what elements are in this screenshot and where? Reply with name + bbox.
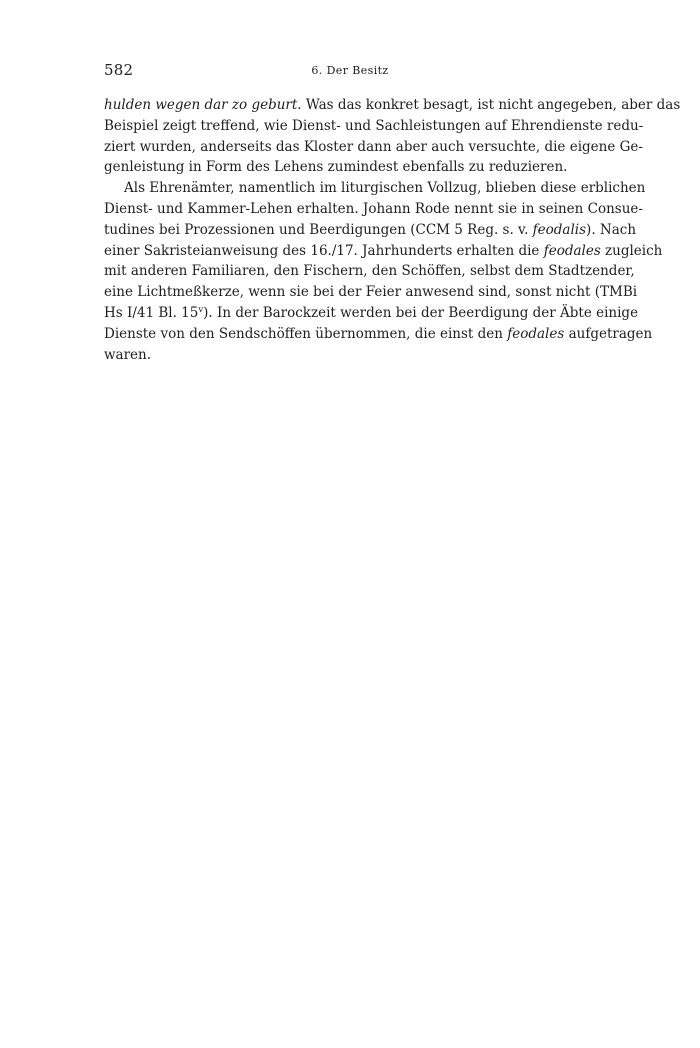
text-fragment: tudines bei Prozessionen und Beerdigungen (CCM 5 Reg. s. v. bbox=[104, 221, 533, 238]
paragraph-start-line: Als Ehrenämter, namentlich im liturgischen Vollzug, blieben diese erblichen bbox=[124, 180, 646, 197]
text-fragment: Hs I/41 Bl. 15 bbox=[104, 304, 199, 321]
text-line bbox=[104, 95, 681, 116]
page-number: 582 bbox=[104, 61, 134, 79]
text-line: Beispiel zeigt treffend, wie Dienst- und Sachleistungen auf Ehrendienste redu- bbox=[104, 117, 644, 134]
running-head: 6. Der Besitz bbox=[311, 64, 389, 77]
text-line bbox=[104, 220, 637, 241]
text-line: waren. bbox=[104, 346, 152, 363]
text-line bbox=[104, 303, 639, 324]
text-line: eine Lichtmeßkerze, wenn sie bei der Feier anwesend sind, sonst nicht (TMBi bbox=[104, 284, 638, 301]
text-fragment: Dienste von den Sendschöffen übernommen, die einst den bbox=[104, 325, 508, 342]
italic-quote: hulden wegen dar zo geburt. bbox=[104, 97, 302, 113]
body-text bbox=[104, 95, 681, 365]
text-line: Dienst- und Kammer-Lehen erhalten. Johann Rode nennt sie in seinen Consue- bbox=[104, 200, 643, 217]
text-line: ziert wurden, anderseits das Kloster dann aber auch versuchte, die eigene Ge- bbox=[104, 138, 643, 155]
text-fragment: Was das konkret besagt, ist nicht angegeben, aber das bbox=[301, 97, 681, 113]
text-fragment: ). In der Barockzeit werden bei der Beerdigung der Äbte einige bbox=[203, 304, 639, 321]
superscript-verso: v bbox=[198, 304, 204, 315]
text-fragment: ). Nach bbox=[586, 221, 637, 238]
text-line bbox=[104, 324, 653, 345]
text-fragment: einer Sakristeianweisung des 16./17. Jahrhunderts erhalten die bbox=[104, 242, 544, 259]
text-line: genleistung in Form des Lehens zumindest ebenfalls zu reduzieren. bbox=[104, 159, 568, 176]
italic-term: feodales bbox=[543, 242, 601, 259]
text-fragment: zugleich bbox=[600, 242, 663, 259]
text-fragment: aufgetragen bbox=[564, 325, 653, 342]
text-line: mit anderen Familiaren, den Fischern, den Schöffen, selbst dem Stadtzender, bbox=[104, 263, 635, 280]
italic-term: feodales bbox=[507, 325, 565, 342]
italic-term: feodalis bbox=[532, 221, 587, 238]
text-line bbox=[104, 241, 663, 262]
